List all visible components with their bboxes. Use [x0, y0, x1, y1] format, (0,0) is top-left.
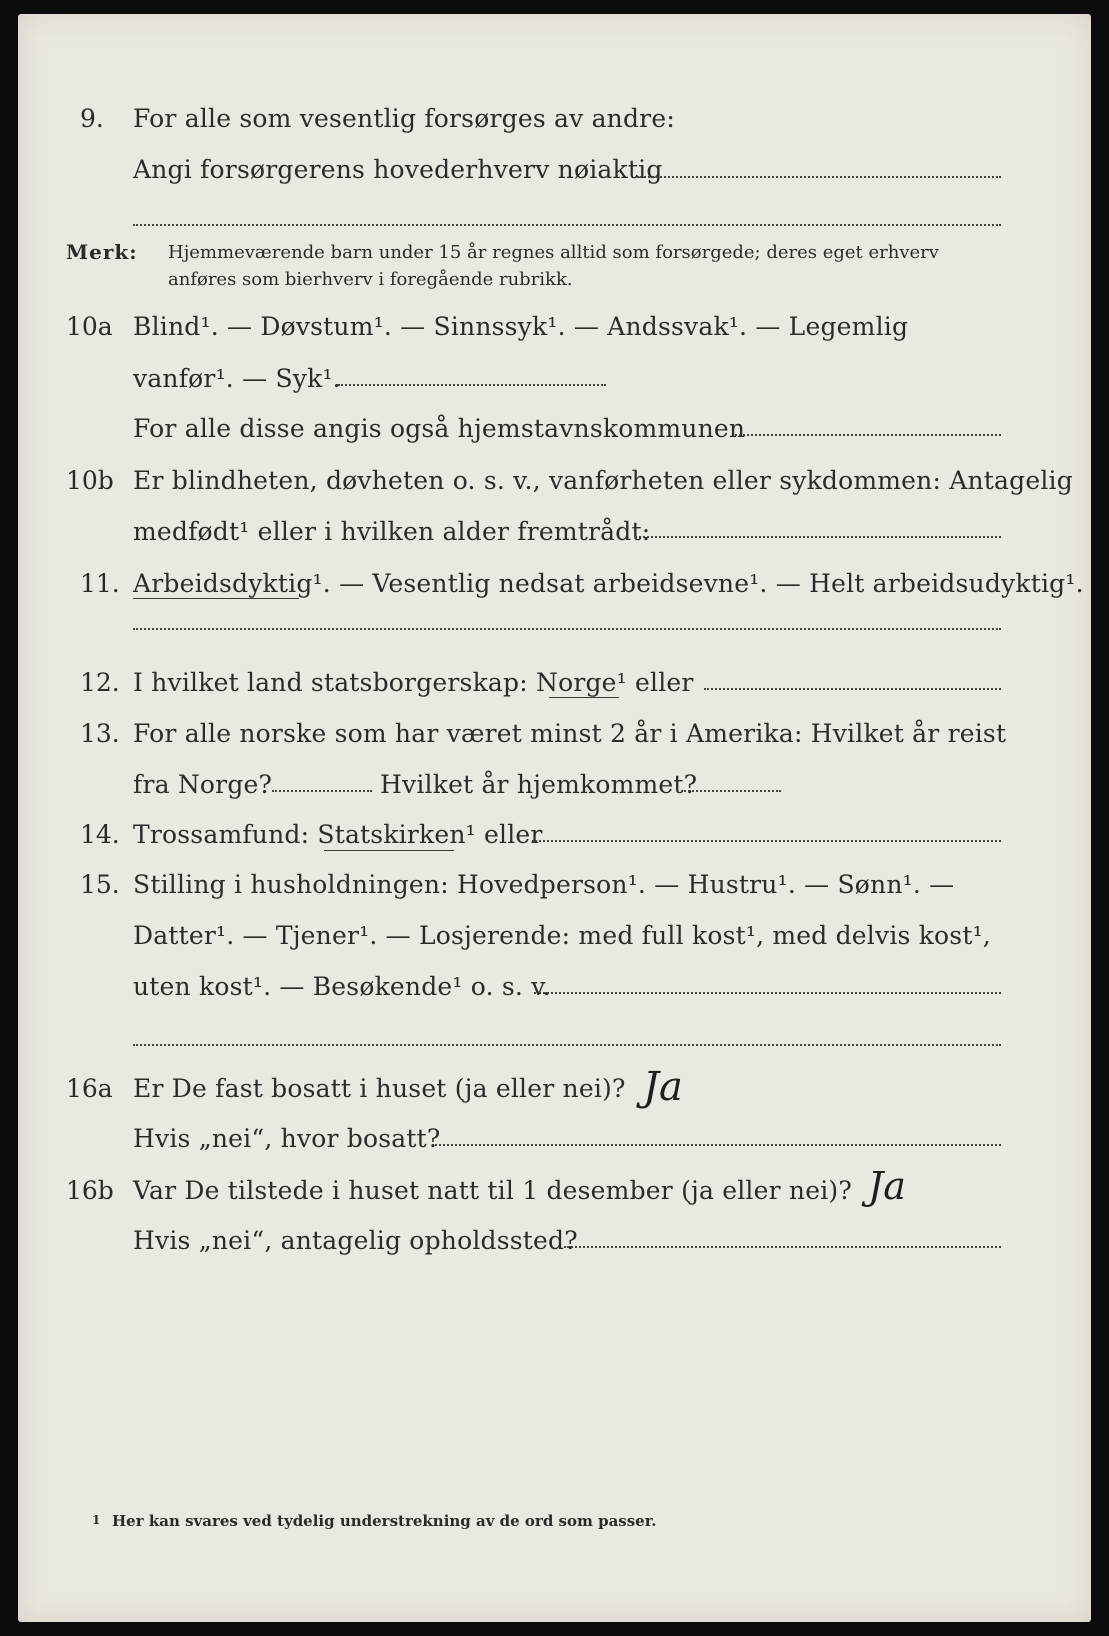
question-9-number: 9. — [80, 104, 104, 133]
question-10b-text: Er blindheten, døvheten o. s. v., vanførheten eller sykdommen: Antagelig — [133, 466, 1073, 495]
question-11-text: Arbeidsdyktig¹. — Vesentlig nedsat arbeidsevne¹. — Helt arbeidsudyktig¹. — [133, 569, 1084, 598]
question-13-left-norway-label: fra Norge? — [133, 770, 273, 799]
return-year-field[interactable] — [681, 790, 781, 792]
question-16a-number: 16a — [66, 1074, 113, 1103]
question-12-number: 12. — [80, 668, 120, 697]
whereabouts-field[interactable] — [564, 1246, 1001, 1248]
citizenship-other-field[interactable] — [704, 688, 1001, 690]
household-position-field-line2[interactable] — [133, 1044, 1001, 1046]
footnote-mark: 1 — [92, 1513, 101, 1527]
question-10b-number: 10b — [66, 466, 114, 495]
question-10a-text-line2: vanfør¹. — Syk¹. — [133, 364, 341, 393]
question-9-provider-label: Angi forsørgerens hovederhverv nøiaktig — [133, 155, 663, 184]
sick-field[interactable] — [338, 384, 606, 386]
question-10a-home-municipality-label: For alle disse angis også hjemstavnskommunen — [133, 414, 746, 443]
question-13-text: For alle norske som har været minst 2 år i Amerika: Hvilket år reist — [133, 719, 1007, 748]
note-text-line2: anføres som bierhverv i foregående rubrikk. — [168, 269, 573, 290]
question-15-number: 15. — [80, 870, 120, 899]
handwritten-answer-16a: Ja — [643, 1064, 683, 1110]
question-15-text: Stilling i husholdningen: Hovedperson¹. — Hustru¹. — Sønn¹. — — [133, 870, 955, 899]
handwritten-answer-16b: Ja — [868, 1164, 906, 1208]
question-11-separator-line — [133, 628, 1001, 630]
question-16a-text: Er De fast bosatt i huset (ja eller nei)? — [133, 1074, 626, 1103]
question-15-text-line2: Datter¹. — Tjener¹. — Losjerende: med full kost¹, med delvis kost¹, — [133, 921, 991, 950]
question-14-number: 14. — [80, 820, 120, 849]
home-municipality-field[interactable] — [735, 434, 1001, 436]
question-11-number: 11. — [80, 569, 120, 598]
onset-age-field[interactable] — [635, 536, 1001, 538]
question-10b-text-line2: medfødt¹ eller i hvilken alder fremtrådt: — [133, 517, 651, 546]
emigration-year-field[interactable] — [272, 790, 372, 792]
question-16b-text: Var De tilstede i huset natt til 1 desember (ja eller nei)? — [133, 1176, 852, 1205]
question-10a-text: Blind¹. — Døvstum¹. — Sinnssyk¹. — Andssvak¹. — Legemlig — [133, 312, 909, 341]
religion-other-field[interactable] — [532, 840, 1001, 842]
residence-field[interactable] — [435, 1144, 1001, 1146]
state-church-underline-mark — [324, 850, 454, 851]
question-13-returned-label: Hvilket år hjemkommet? — [380, 770, 698, 799]
census-form-page — [18, 14, 1091, 1622]
question-16b-number: 16b — [66, 1176, 114, 1205]
question-16b-whereabouts-label: Hvis „nei“, antagelig opholdssted? — [133, 1226, 578, 1255]
provider-occupation-field[interactable] — [637, 176, 1001, 178]
norway-underline-mark — [549, 697, 619, 698]
note-label: Merk: — [66, 240, 138, 264]
provider-occupation-field-line2[interactable] — [133, 224, 1001, 226]
question-10a-number: 10a — [66, 312, 113, 341]
footnote-text: Her kan svares ved tydelig understrekning av de ord som passer. — [112, 1512, 657, 1530]
question-9-text: For alle som vesentlig forsørges av andre: — [133, 104, 675, 133]
question-15-text-line3: uten kost¹. — Besøkende¹ o. s. v. — [133, 972, 551, 1001]
question-12-text: I hvilket land statsborgerskap: Norge¹ eller — [133, 668, 694, 697]
household-position-field[interactable] — [534, 992, 1001, 994]
note-text-line1: Hjemmeværende barn under 15 år regnes alltid som forsørgede; deres eget erhverv — [168, 242, 939, 263]
question-16a-residence-label: Hvis „nei“, hvor bosatt? — [133, 1124, 441, 1153]
question-14-text: Trossamfund: Statskirken¹ eller — [133, 820, 543, 849]
work-capable-underline-mark — [133, 598, 299, 599]
question-13-number: 13. — [80, 719, 120, 748]
